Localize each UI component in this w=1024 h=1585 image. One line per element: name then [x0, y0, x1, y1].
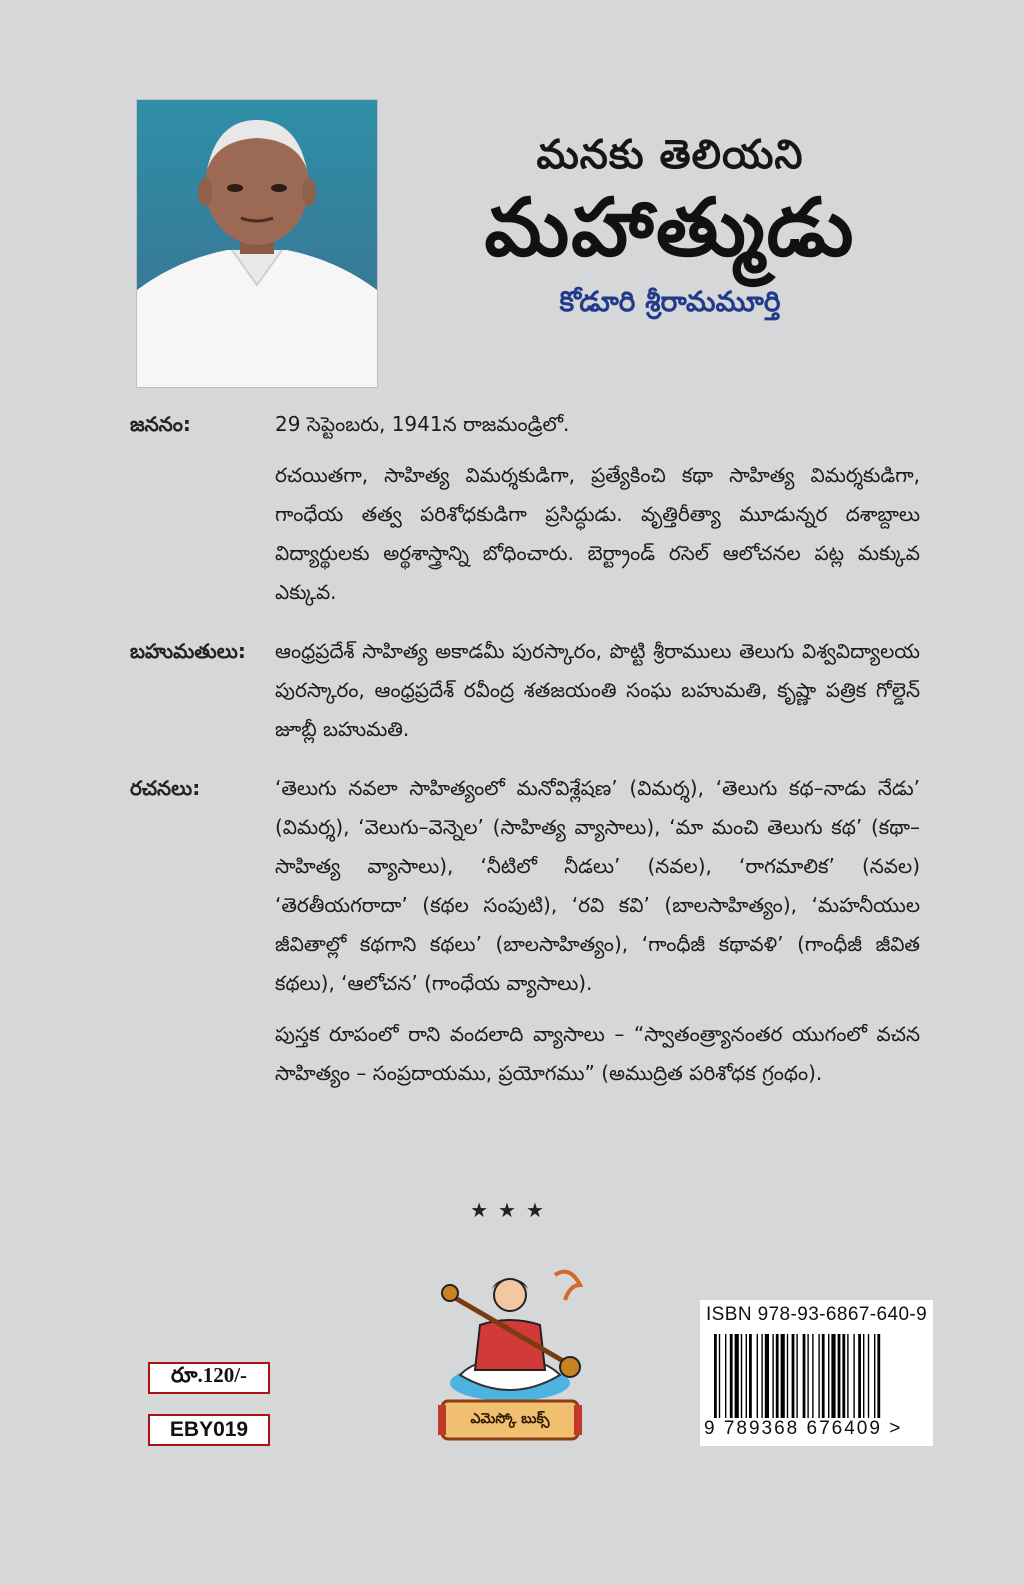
section-birth	[130, 405, 920, 612]
divider-stars: ★★★	[470, 1198, 554, 1222]
author-name: కోడూరి శ్రీరామమూర్తి	[559, 285, 781, 318]
price-box: రూ.120/-	[148, 1362, 270, 1394]
isbn-barcode-box	[700, 1300, 933, 1446]
birth-label: జననం:	[130, 412, 191, 436]
saraswati-veena-logo-icon	[420, 1255, 600, 1445]
barcode-icon	[714, 1334, 919, 1418]
book-subtitle: మనకు తెలియని	[536, 132, 804, 178]
unpublished-text: పుస్తక రూపంలో రాని వందలాది వ్యాసాలు – “స్వాతంత్ర్యానంతర యుగంలో వచన సాహిత్యం – సంప్రదాయము, ప్రయోగము” (అముద్రిత పరిశోధక గ్రంథం).	[275, 1022, 920, 1085]
author-photo	[136, 99, 378, 388]
isbn-label: ISBN 978-93-6867-640-9	[706, 1304, 928, 1325]
section-works	[130, 769, 920, 1093]
isbn-digits: 9 789368 676409 >	[704, 1418, 903, 1439]
works-text: ‘తెలుగు నవలా సాహిత్యంలో మనోవిశ్లేషణ’ (విమర్శ), ‘తెలుగు కథ–నాడు నేడు’ (విమర్శ), ‘వెలుగు–వెన్నెల’ (సాహిత్య వ్యాసాలు), ‘మా మంచి తెలుగు కథ’ (కథా–సాహిత్య వ్యాసాలు), ‘నీటిలో నీడలు’ (నవల), ‘రాగమాలిక’ (నవల) ‘తెరతీయగరాదా’ (కథల సంపుటి), ‘రవి కవి’ (బాలసాహిత్యం), ‘మహనీయుల జీవితాల్లో కథగాని కథలు’ (బాలసాహిత్యం), ‘గాంధీజీ కథావళి’ (గాంధీజీ జీవిత కథలు), ‘ఆలోచన’ (గాంధేయ వ్యాసాలు).	[275, 776, 920, 995]
birth-text: 29 సెప్టెంబరు, 1941న రాజమండ్రిలో.	[275, 412, 570, 436]
section-awards	[130, 632, 920, 749]
book-code: EBY019	[148, 1414, 270, 1446]
book-title: మహాత్ముడు	[484, 181, 856, 274]
author-bio	[130, 405, 920, 1113]
awards-label: బహుమతులు:	[130, 639, 246, 663]
title-block	[430, 130, 910, 322]
publisher-name: ఎమెస్కో బుక్స్	[470, 1410, 550, 1427]
works-label: రచనలు:	[130, 776, 201, 800]
career-text: రచయితగా, సాహిత్య విమర్శకుడిగా, ప్రత్యేకించి కథా సాహిత్య విమర్శకుడిగా, గాంధేయ తత్వ పరిశోధకుడిగా ప్రసిద్ధుడు. వృత్తిరీత్యా మూడున్నర దశాబ్దాలు విద్యార్థులకు అర్థశాస్త్రాన్ని బోధించారు. బెర్ట్రాండ్ రసెల్ ఆలోచనల పట్ల మక్కువ ఎక్కువ.	[275, 463, 920, 604]
awards-text: ఆంధ్రప్రదేశ్ సాహిత్య అకాడమీ పురస్కారం, పొట్టి శ్రీరాములు తెలుగు విశ్వవిద్యాలయ పురస్కారం, ఆంధ్రప్రదేశ్ రవీంద్ర శతజయంతి సంఘ బహుమతి, కృష్ణా పత్రిక గోల్డెన్ జూబ్లీ బహుమతి.	[275, 639, 920, 741]
